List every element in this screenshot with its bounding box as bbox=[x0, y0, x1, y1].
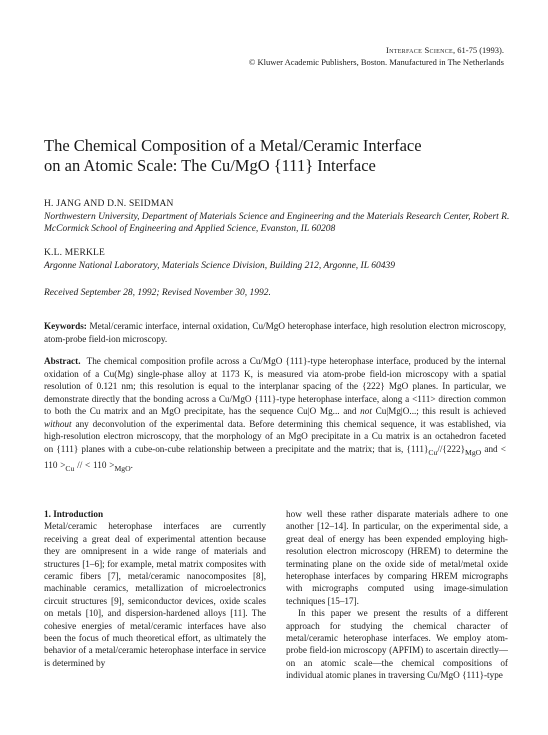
abstract-text-1: The chemical composition profile across a Cu/MgO {111}-type heterophase interface, produced by the internal oxidation of a Cu(Mg) single-phase alloy at 1173 K, is measured via atom-probe field-ion microscopy with a spatial resolution of 0.121 nm; this resolution is equal to the interplanar spacing of the {222} MgO planes. In particular, we demonstrate directly that the bonding across a Cu/MgO {111}-type heterophase interface, along a <111> direction common to both the Cu matrix and an MgO precipitate, has the sequence Cu|O Mg... and bbox=[44, 356, 506, 416]
abstract-sub-cu-2: Cu bbox=[65, 463, 75, 473]
abstract-sub-mgo: MgO bbox=[465, 447, 482, 457]
keywords-label: Keywords: bbox=[44, 321, 87, 331]
abstract-not: not bbox=[360, 406, 372, 416]
body-paragraph: Metal/ceramic heterophase interfaces are currently receiving a great deal of experimental attention because they are omnipresent in a wide range of materials and structures [1–6]; for example, metal matrix composites with ceramic fibers [7], metal/ceramic nanocomposites [8], machinable ceramics, metallization of microelectronics circuit structures [9], semiconductor devices, oxide scales on metals [10], and dispersion-hardened alloys [11]. The cohesive energies of metal/ceramic interfaces have also been the focus of much theoretical effort, as ultimately the behavior of a metal/ceramic heterophase interface in service is determined by bbox=[44, 521, 266, 668]
author-affiliation: Northwestern University, Department of Materials Science and Engineering and the Materials Research Center, Robert R. McCormick School of Engineering and Applied Science, Evanston, IL 60208 bbox=[44, 211, 510, 234]
title-line-2: on an Atomic Scale: The Cu/MgO {111} Interface bbox=[44, 156, 376, 175]
author-names: H. JANG AND D.N. SEIDMAN bbox=[44, 199, 174, 209]
abstract-text-2: Cu|Mg|O...; this result is achieved bbox=[371, 406, 506, 416]
keywords bbox=[44, 320, 506, 345]
abstract-text-5: and < 110 > bbox=[44, 443, 506, 470]
abstract-text-3: any deconvolution of the experimental data. Before determining this chemical sequence, it was established, via high-resolution electron microscopy, that the morphology of an MgO precipitate in a Cu matrix is an octahedron faceted on {111} planes with a cube-on-cube relationship between a precipitate and the matrix; that is, {111} bbox=[44, 418, 506, 454]
section-heading: 1. Introduction bbox=[44, 509, 104, 519]
abstract-label: Abstract. bbox=[44, 356, 81, 366]
abstract bbox=[44, 355, 506, 475]
left-column bbox=[44, 508, 266, 669]
journal-name: Interface Science bbox=[385, 45, 453, 55]
paper-title bbox=[44, 136, 514, 176]
abstract-without: without bbox=[44, 418, 72, 429]
abstract-text-4: //{222} bbox=[437, 443, 466, 454]
body-paragraph: In this paper we present the results of a different approach for studying the chemical character of metal/ceramic heterophase interfaces. We employ atom-probe field-ion microscopy (APFIM) to ascertain directly—on an atomic scale—the chemical compositions of individual atomic planes in traversing Cu/MgO {111}-type bbox=[286, 608, 508, 681]
keywords-text: Metal/ceramic interface, internal oxidation, Cu/MgO heterophase interface, high resolution electron microscopy, atom-probe field-ion microscopy. bbox=[44, 321, 507, 344]
title-line-1: The Chemical Composition of a Metal/Ceramic Interface bbox=[44, 136, 422, 155]
journal-volume-pages: , 61-75 (1993). bbox=[453, 45, 504, 55]
publisher-line: © Kluwer Academic Publishers, Boston. Manufactured in The Netherlands bbox=[248, 57, 504, 67]
abstract-end: . bbox=[130, 459, 133, 470]
abstract-sub-mgo-2: MgO bbox=[114, 463, 131, 473]
author-names: K.L. MERKLE bbox=[44, 248, 106, 258]
journal-header bbox=[249, 44, 504, 68]
body-paragraph: how well these rather disparate materials adhere to one another [12–14]. In particular, on the experimental side, a great deal of energy has been expended employing high-resolution electron microscopy (HREM) to determine the terminating plane on the oxide side of metal/metal oxide heterophase interfaces by comparing HREM micrographs with micrographs computed using image-simulation techniques [15–17]. bbox=[286, 509, 508, 606]
abstract-sub-cu: Cu bbox=[428, 447, 438, 457]
author-block-1 bbox=[44, 198, 514, 236]
author-block-2 bbox=[44, 247, 514, 272]
right-column bbox=[286, 508, 508, 682]
abstract-text-6: // < 110 > bbox=[74, 459, 115, 470]
journal-citation bbox=[249, 44, 504, 56]
author-affiliation: Argonne National Laboratory, Materials Science Division, Building 212, Argonne, IL 60439 bbox=[44, 260, 395, 271]
received-dates: Received September 28, 1992; Revised November 30, 1992. bbox=[44, 288, 271, 298]
